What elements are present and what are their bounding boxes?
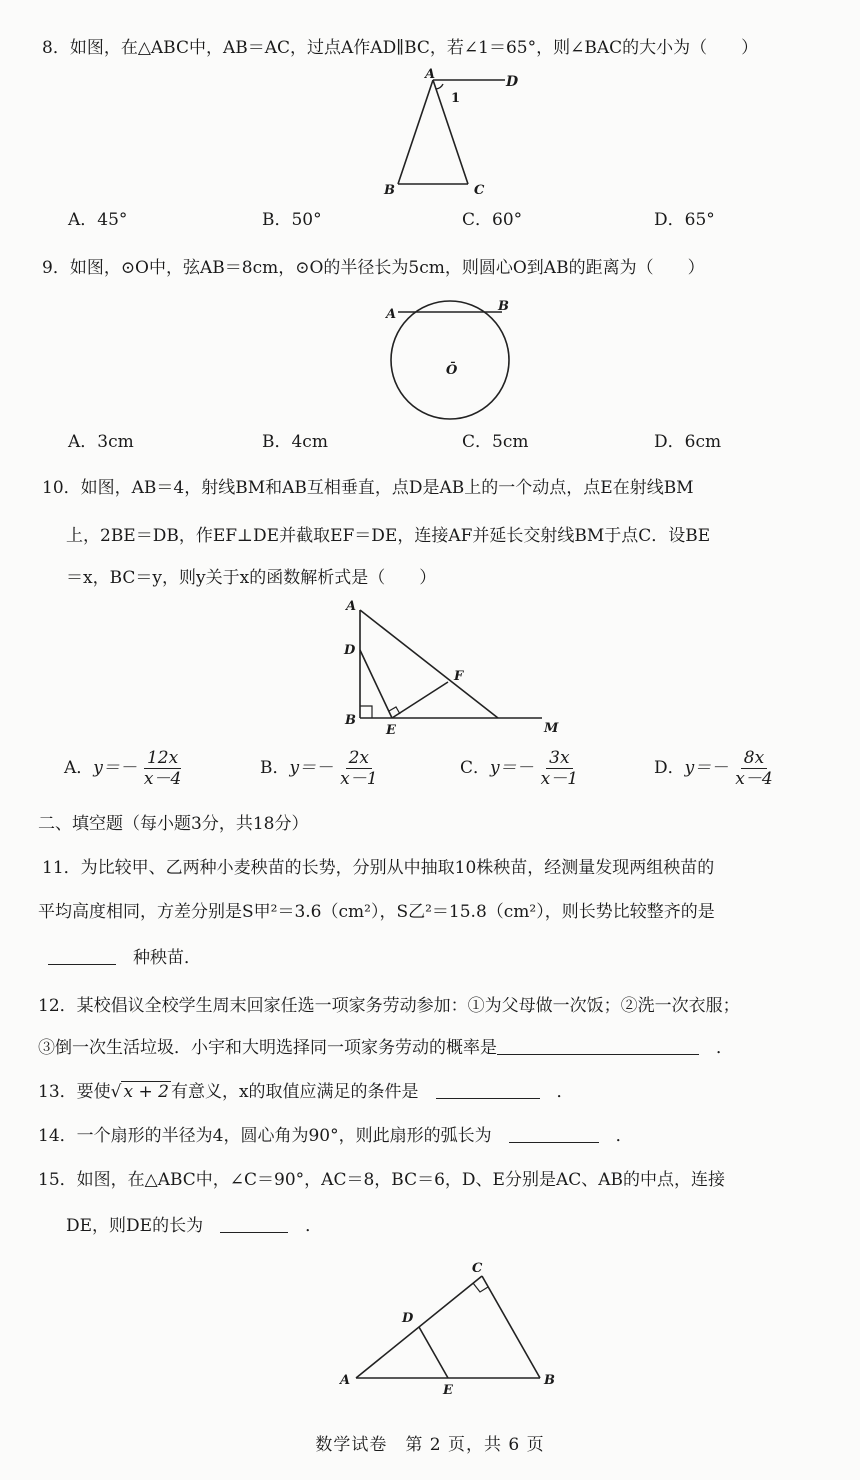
q9-label-b: B	[498, 299, 509, 314]
q8-option-c: C．60°	[462, 210, 523, 230]
q15-line-1: 15．如图，在△ABC中，∠C＝90°，AC＝8，BC＝6，D、E分别是AC、AB的中点，连接	[38, 1170, 726, 1190]
q8-figure	[370, 62, 530, 202]
q10-option-d: D．y＝－ $\frac{8x}{x-4}$	[654, 748, 773, 789]
q10-option-a: A．y＝－ $\frac{12x}{x-4}$	[64, 748, 182, 789]
q10-label-m: M	[544, 721, 559, 736]
section-heading: 二、填空题（每小题3分，共18分）	[38, 814, 309, 834]
q15-answer-blank[interactable]	[220, 1214, 288, 1233]
q9-stem: 9．如图，⊙O中，弦AB＝8cm，⊙O的半径长为5cm，则圆心O到AB的距离为（ ）	[42, 258, 705, 278]
q11-line-1: 11．为比较甲、乙两种小麦秧苗的长势，分别从中抽取10株秧苗，经测量发现两组秧苗的	[42, 858, 715, 878]
q12-line-1: 12．某校倡议全校学生周末回家任选一项家务劳动参加：①为父母做一次饭；②洗一次衣服；	[38, 996, 740, 1016]
q10-label-f: F	[454, 669, 464, 684]
q12-answer-blank[interactable]	[497, 1036, 699, 1055]
q14-answer-blank[interactable]	[509, 1124, 599, 1143]
q8-label-b: B	[384, 183, 395, 198]
q15-label-d: D	[402, 1311, 414, 1326]
q10-line-1: 10．如图，AB＝4，射线BM和AB互相垂直，点D是AB上的一个动点，点E在射线BM	[42, 478, 694, 498]
q15-label-b: B	[544, 1373, 555, 1388]
q15-label-e: E	[443, 1383, 453, 1398]
q13-line: 13．要使√ x + 2 有意义，x的取值应满足的条件是 ．	[38, 1082, 574, 1102]
q8-label-d: D	[506, 74, 519, 90]
q15-line-2: DE，则DE的长为 ．	[66, 1216, 323, 1236]
q11-answer-blank[interactable]	[48, 946, 116, 965]
q10-label-d: D	[344, 643, 356, 658]
q10-line-3: ＝x，BC＝y，则y关于x的函数解析式是（ ）	[66, 568, 437, 588]
q8-option-d: D．65°	[654, 210, 715, 230]
q13-answer-blank[interactable]	[436, 1080, 540, 1099]
q12-line-2: ③倒一次生活垃圾．小宇和大明选择同一项家务劳动的概率是 ．	[38, 1038, 733, 1058]
q9-option-c: C．5cm	[462, 432, 529, 452]
q9-option-d: D．6cm	[654, 432, 722, 452]
q10-line-2: 上，2BE＝DB，作EF⊥DE并截取EF＝DE，连接AF并延长交射线BM于点C．设BE	[66, 526, 711, 546]
q8-label-c: C	[474, 183, 485, 198]
q11-line-2: 平均高度相同，方差分别是S甲²＝3.6（cm²），S乙²＝15.8（cm²），则长势比较整齐的是	[38, 902, 715, 922]
q11-line-3: 种秧苗．	[48, 946, 201, 970]
q10-label-b: B	[345, 713, 356, 728]
q10-label-e: E	[386, 723, 396, 736]
q10-option-b: B．y＝－ $\frac{2x}{x-1}$	[260, 748, 378, 789]
q9-figure	[380, 290, 530, 425]
q15-label-a: A	[340, 1373, 351, 1388]
q9-option-a: A．3cm	[68, 432, 134, 452]
q10-figure	[340, 596, 570, 736]
page-footer: 数学试卷 第 2 页，共 6 页	[315, 1435, 545, 1455]
q8-option-b: B．50°	[262, 210, 322, 230]
q15-figure	[330, 1256, 570, 1406]
q9-option-b: B．4cm	[262, 432, 328, 452]
q14-line: 14．一个扇形的半径为4，圆心角为90°，则此扇形的弧长为 ．	[38, 1126, 633, 1146]
q8-label-1: 1	[451, 91, 461, 106]
q9-label-o: Ō	[446, 363, 458, 378]
q10-label-a: A	[346, 599, 357, 614]
q8-label-a: A	[425, 67, 436, 82]
q9-label-a: A	[386, 307, 397, 322]
q15-label-c: C	[472, 1261, 483, 1276]
q8-option-a: A．45°	[68, 210, 128, 230]
q8-stem: 8．如图，在△ABC中，AB＝AC，过点A作AD∥BC，若∠1＝65°，则∠BAC的大小为（ ）	[42, 38, 759, 58]
q10-option-c: C．y＝－ $\frac{3x}{x-1}$	[460, 748, 579, 789]
